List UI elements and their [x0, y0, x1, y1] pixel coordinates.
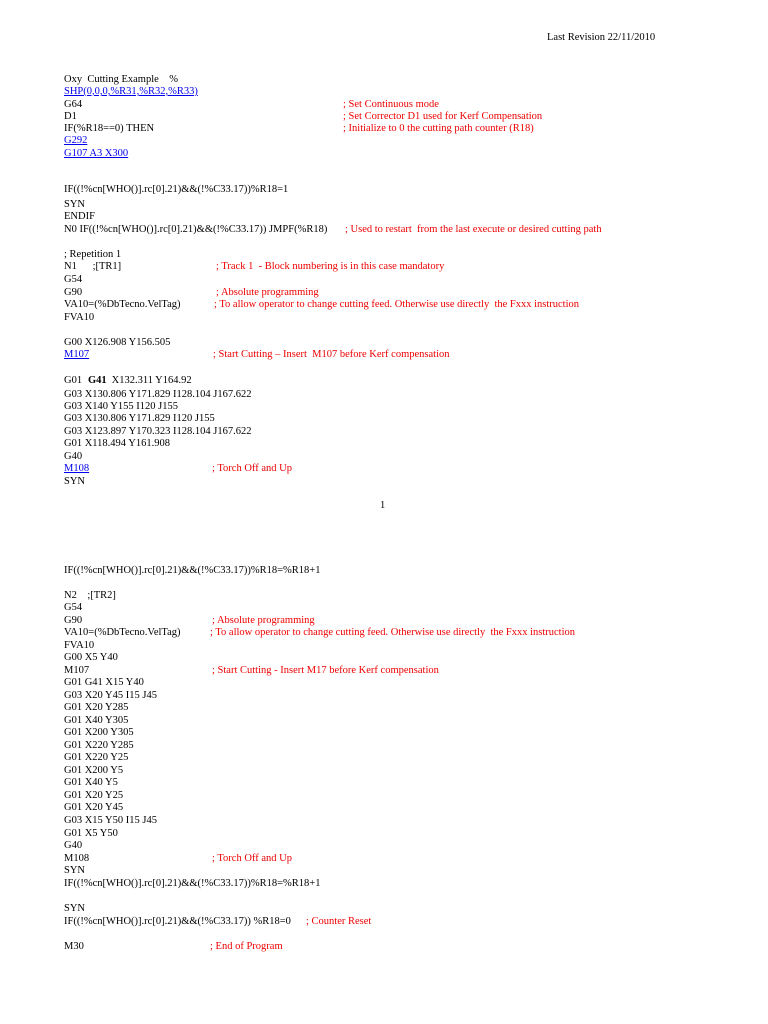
code-line: ENDIF [64, 211, 95, 222]
code-comment: ; To allow operator to change cutting feed. Otherwise use directly the Fxxx instruction [214, 299, 580, 310]
code-comment: ; Absolute programming [212, 615, 315, 626]
code-line: M108 [64, 853, 90, 864]
code-line: G03 X140 Y155 I120 J155 [64, 401, 178, 412]
code-line: G01 X20 Y25 [64, 790, 124, 801]
code-line: G01 X5 Y50 [64, 828, 118, 839]
code-line: G00 X5 Y40 [64, 652, 118, 663]
code-comment: ; Set Continuous mode [343, 99, 439, 110]
code-comment: ; Start Cutting - Insert M17 before Kerf compensation [212, 665, 439, 676]
code-comment: ; Counter Reset [306, 916, 372, 927]
code-comment: ; Start Cutting – Insert M107 before Kerf compensation [213, 349, 450, 360]
code-comment: ; Torch Off and Up [212, 853, 292, 864]
code-line: SYN [64, 476, 86, 487]
code-comment: ; To allow operator to change cutting feed. Otherwise use directly the Fxxx instruction [210, 627, 576, 638]
code-line: SYN [64, 865, 86, 876]
code-comment: ; End of Program [210, 941, 283, 952]
code-line: G40 [64, 840, 83, 851]
code-line: IF((!%cn[WHO()].rc[0].21)&&(!%C33.17))%R18=%R18+1 [64, 878, 321, 889]
code-comment: ; Used to restart from the last execute or desired cutting path [345, 224, 602, 235]
code-line: G03 X130.806 Y171.829 I120 J155 [64, 413, 215, 424]
code-line: M30 [64, 941, 84, 952]
code-comment: ; Set Corrector D1 used for Kerf Compensation [343, 111, 543, 122]
code-link[interactable]: G292 [64, 135, 88, 146]
code-line: G01 X20 Y285 [64, 702, 129, 713]
code-line: G03 X123.897 Y170.323 I128.104 J167.622 [64, 426, 252, 437]
code-link[interactable]: G107 A3 X300 [64, 148, 129, 159]
code-line: SYN [64, 903, 86, 914]
code-line: SYN [64, 199, 86, 210]
code-line: G01 X118.494 Y161.908 [64, 438, 170, 449]
code-line: G90 [64, 287, 83, 298]
code-line: N0 IF((!%cn[WHO()].rc[0].21)&&(!%C33.17)) JMPF(%R18) [64, 224, 328, 235]
code-line: G01 X200 Y5 [64, 765, 124, 776]
code-line: IF((!%cn[WHO()].rc[0].21)&&(!%C33.17))%R18=%R18+1 [64, 565, 321, 576]
code-line: G01 X20 Y45 [64, 802, 124, 813]
code-line: G90 [64, 615, 83, 626]
code-link[interactable]: M107 [64, 349, 90, 360]
code-line: FVA10 [64, 640, 95, 651]
code-line: G00 X126.908 Y156.505 [64, 337, 171, 348]
code-line: N1 ;[TR1] [64, 261, 122, 272]
code-comment: ; Torch Off and Up [212, 463, 292, 474]
code-line: G40 [64, 451, 83, 462]
code-line: Oxy Cutting Example % [64, 74, 179, 85]
code-line: G41 [88, 375, 107, 386]
revision-header: Last Revision 22/11/2010 [547, 32, 656, 43]
code-line: FVA10 [64, 312, 95, 323]
code-comment: ; Initialize to 0 the cutting path counter (R18) [343, 123, 534, 134]
code-line: G01 G41 X15 Y40 [64, 677, 144, 688]
code-line: VA10=(%DbTecno.VelTag) [64, 299, 181, 310]
code-line: N2 ;[TR2] [64, 590, 116, 601]
code-line: D1 [64, 111, 77, 122]
code-link[interactable]: SHP(0,0,0,%R31,%R32,%R33) [64, 86, 198, 97]
code-line: G01 X40 Y5 [64, 777, 118, 788]
code-line: G01 X200 Y305 [64, 727, 134, 738]
code-line: G01 [64, 375, 85, 386]
code-line: G64 [64, 99, 83, 110]
code-comment: ; Absolute programming [216, 287, 319, 298]
code-line: IF(%R18==0) THEN [64, 123, 155, 134]
code-line: G54 [64, 602, 83, 613]
code-line: G03 X15 Y50 I15 J45 [64, 815, 157, 826]
code-link[interactable]: M108 [64, 463, 90, 474]
code-line: ; Repetition 1 [64, 249, 122, 260]
code-line: M107 [64, 665, 90, 676]
code-line: G54 [64, 274, 83, 285]
code-line: G01 X40 Y305 [64, 715, 129, 726]
code-comment: ; Track 1 - Block numbering is in this case mandatory [216, 261, 445, 272]
code-line: G01 X220 Y285 [64, 740, 134, 751]
code-line: X132.311 Y164.92 [109, 375, 192, 386]
code-line: G03 X130.806 Y171.829 I128.104 J167.622 [64, 389, 252, 400]
code-line: VA10=(%DbTecno.VelTag) [64, 627, 181, 638]
code-line: G01 X220 Y25 [64, 752, 129, 763]
code-line: IF((!%cn[WHO()].rc[0].21)&&(!%C33.17))%R18=1 [64, 184, 289, 195]
page-number: 1 [380, 500, 386, 511]
code-line: G03 X20 Y45 I15 J45 [64, 690, 157, 701]
code-line: IF((!%cn[WHO()].rc[0].21)&&(!%C33.17)) %R18=0 [64, 916, 291, 927]
